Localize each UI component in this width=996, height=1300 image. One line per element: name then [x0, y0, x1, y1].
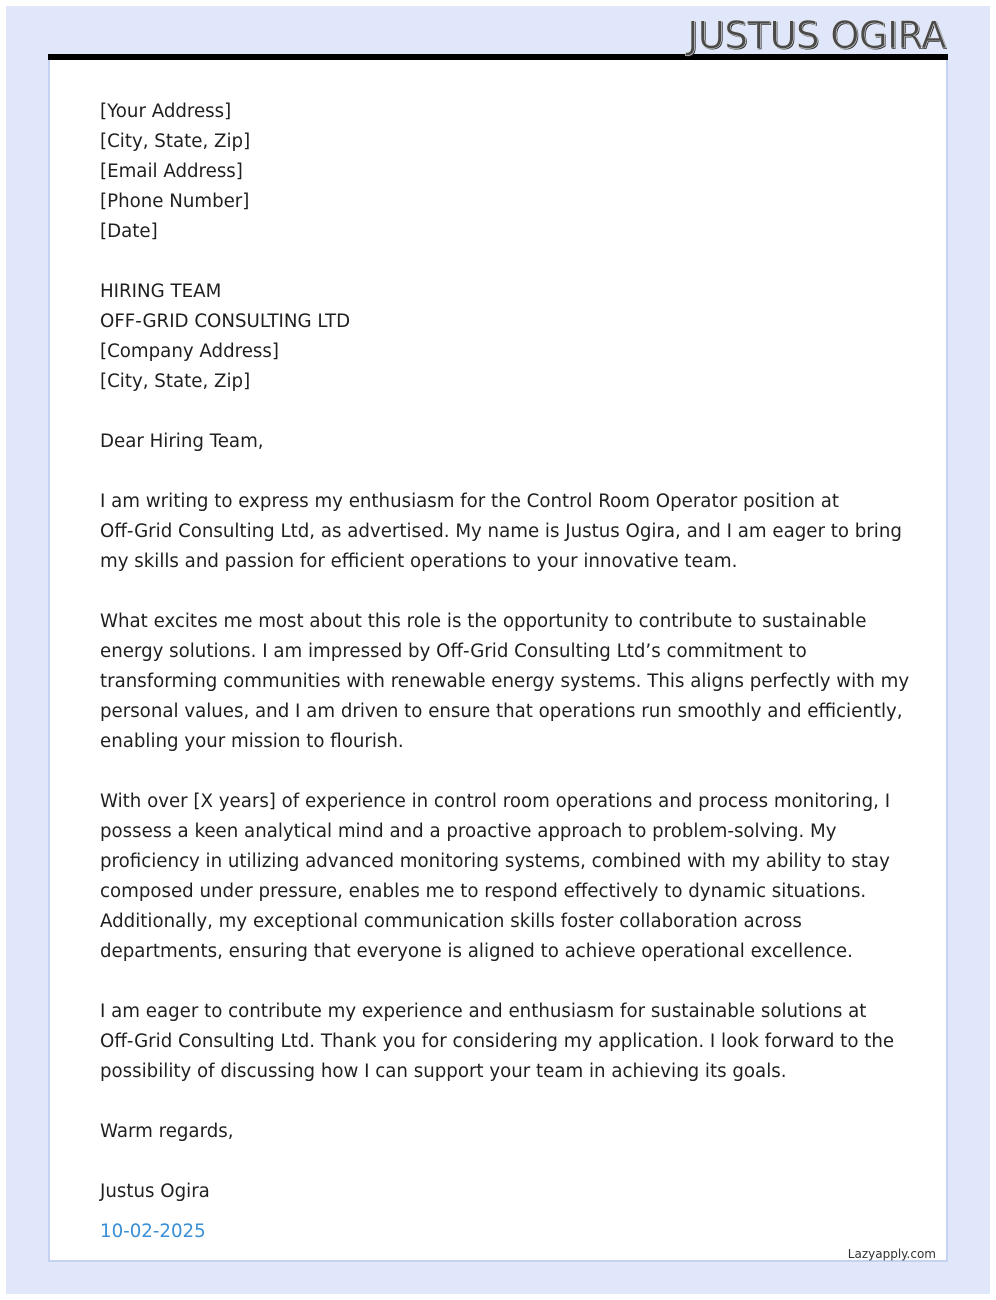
closing-phrase: Warm regards, [100, 1121, 234, 1142]
paragraph-closing [100, 997, 900, 1087]
sender-date: [Date] [100, 221, 158, 242]
paragraph-line: I am writing to express my enthusiasm for the Control Room Operator position at [100, 491, 840, 512]
paragraph-line: energy solutions. I am impressed by Off-Grid Consulting Ltd’s commitment to [100, 641, 807, 662]
paragraph-line: departments, ensuring that everyone is aligned to achieve operational excellence. [100, 941, 853, 962]
paragraph-line: composed under pressure, enables me to respond effectively to dynamic situations. [100, 881, 867, 902]
paragraph-line: enabling your mission to flourish. [100, 731, 404, 752]
paragraph-line: personal values, and I am driven to ensure that operations run smoothly and efficiently, [100, 701, 903, 722]
signature-name: Justus Ogira [100, 1181, 210, 1202]
recipient-team: HIRING TEAM [100, 281, 222, 302]
applicant-name-header: JUSTUS OGIRA [687, 14, 946, 57]
paragraph-line: Additionally, my exceptional communication skills foster collaboration across [100, 911, 802, 932]
paragraph-line: Off-Grid Consulting Ltd. Thank you for considering my application. I look forward to the [100, 1031, 895, 1052]
paragraph-line: What excites me most about this role is the opportunity to contribute to sustainable [100, 611, 867, 632]
paragraph-line: possibility of discussing how I can support your team in achieving its goals. [100, 1061, 787, 1082]
paragraph-line: Off-Grid Consulting Ltd, as advertised. My name is Justus Ogira, and I am eager to bring [100, 521, 902, 542]
paragraph-line: I am eager to contribute my experience and enthusiasm for sustainable solutions at [100, 1001, 867, 1022]
paragraph-line: possess a keen analytical mind and a proactive approach to problem-solving. My [100, 821, 837, 842]
paragraph-line: my skills and passion for efficient operations to your innovative team. [100, 551, 738, 572]
salutation: Dear Hiring Team, [100, 431, 264, 452]
recipient-block [100, 277, 900, 397]
paragraph-line: transforming communities with renewable energy systems. This aligns perfectly with my [100, 671, 910, 692]
letter-body [100, 97, 910, 1247]
recipient-city-state-zip: [City, State, Zip] [100, 371, 251, 392]
sender-phone: [Phone Number] [100, 191, 250, 212]
recipient-company: OFF-GRID CONSULTING LTD [100, 311, 351, 332]
recipient-address: [Company Address] [100, 341, 279, 362]
watermark-text: Lazyapply.com [847, 1247, 936, 1261]
paragraph-experience [100, 787, 900, 967]
sender-address: [Your Address] [100, 101, 232, 122]
paragraph-line: proficiency in utilizing advanced monitoring systems, combined with my ability to stay [100, 851, 890, 872]
sender-block [100, 97, 900, 247]
paragraph-line: With over [X years] of experience in control room operations and process monitoring, I [100, 791, 891, 812]
footer-date: 10-02-2025 [100, 1221, 206, 1242]
paragraph-motivation [100, 607, 910, 757]
sender-city-state-zip: [City, State, Zip] [100, 131, 251, 152]
paragraph-intro [100, 487, 900, 577]
sender-email: [Email Address] [100, 161, 243, 182]
